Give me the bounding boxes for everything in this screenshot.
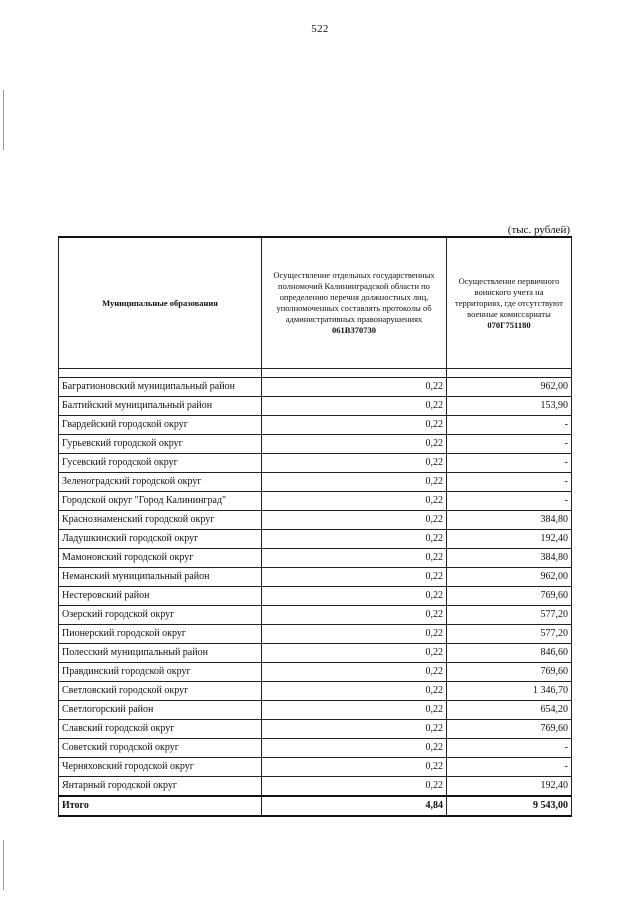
powers-value-cell: 0,22 [262,511,447,530]
table-row [59,378,572,397]
municipality-cell: Янтарный городской округ [59,777,262,797]
powers-value-cell: 0,22 [262,568,447,587]
powers-value-cell: 0,22 [262,397,447,416]
municipality-cell: Советский городской округ [59,739,262,758]
municipality-cell: Черняховский городской округ [59,758,262,777]
table-row [59,473,572,492]
municipality-cell: Нестеровский район [59,587,262,606]
municipality-cell: Озерский городской округ [59,606,262,625]
military-value-cell: - [447,454,572,473]
military-value-cell: 384,80 [447,511,572,530]
header-military-column [447,237,572,369]
header-powers-column [262,237,447,369]
powers-value-cell: 0,22 [262,473,447,492]
military-value-cell: - [447,758,572,777]
powers-value-cell: 0,22 [262,549,447,568]
municipality-cell: Краснознаменский городской округ [59,511,262,530]
page-number: 522 [311,23,329,35]
header-powers-text: Осуществление отдельных государственных полномочий Калининградской области по определению перечня должностных лиц, уполномоченных составлять протоколы об административных правонарушениях [273,270,435,324]
military-value-cell: 192,40 [447,777,572,797]
municipality-cell: Ладушкинский городской округ [59,530,262,549]
military-value-cell: 962,00 [447,568,572,587]
table-row [59,435,572,454]
header-military-text: Осуществление первичного воинского учета на территориях, где отсутствуют военные комиссариаты [455,275,563,319]
budget-table [58,236,572,817]
municipality-cell: Гвардейский городской округ [59,416,262,435]
powers-value-cell: 4,84 [262,796,447,816]
military-value-cell: 846,60 [447,644,572,663]
table-row [59,568,572,587]
powers-value-cell: 0,22 [262,587,447,606]
municipality-cell: Светлогорский район [59,701,262,720]
table-header-row [59,237,572,369]
municipality-cell: Зеленоградский городской округ [59,473,262,492]
municipality-cell: Неманский муниципальный район [59,568,262,587]
municipality-cell: Городской округ "Город Калининград" [59,492,262,511]
table-row [59,587,572,606]
header-spacer-row [59,369,572,378]
header-powers-code: 061В370730 [332,325,376,335]
military-value-cell: - [447,473,572,492]
municipality-cell: Пионерский городской округ [59,625,262,644]
table-row [59,701,572,720]
powers-value-cell: 0,22 [262,454,447,473]
powers-value-cell: 0,22 [262,758,447,777]
military-value-cell: 769,60 [447,720,572,739]
military-value-cell: 962,00 [447,378,572,397]
powers-value-cell: 0,22 [262,663,447,682]
table-row [59,777,572,797]
powers-value-cell: 0,22 [262,416,447,435]
header-military-code: 070Г751180 [487,319,531,330]
municipality-cell: Гусевский городской округ [59,454,262,473]
military-value-cell: - [447,435,572,454]
military-value-cell: - [447,739,572,758]
powers-value-cell: 0,22 [262,644,447,663]
military-value-cell: 769,60 [447,663,572,682]
military-value-cell: 654,20 [447,701,572,720]
table-row [59,416,572,435]
powers-value-cell: 0,22 [262,606,447,625]
table-row [59,454,572,473]
table-row [59,530,572,549]
military-value-cell: - [447,492,572,511]
table-row [59,644,572,663]
powers-value-cell: 0,22 [262,530,447,549]
municipality-cell: Славский городской округ [59,720,262,739]
military-value-cell: 769,60 [447,587,572,606]
municipality-cell: Полесский муниципальный район [59,644,262,663]
scan-margin-mark [3,840,4,890]
municipality-cell: Балтийский муниципальный район [59,397,262,416]
municipality-cell: Итого [59,796,262,816]
powers-value-cell: 0,22 [262,720,447,739]
table-row [59,758,572,777]
powers-value-cell: 0,22 [262,739,447,758]
military-value-cell: 577,20 [447,625,572,644]
municipality-cell: Багратионовский муниципальный район [59,378,262,397]
military-value-cell: 192,40 [447,530,572,549]
military-value-cell: 577,20 [447,606,572,625]
municipality-cell: Светловский городской округ [59,682,262,701]
military-value-cell: 153,90 [447,397,572,416]
municipality-cell: Правдинский городской округ [59,663,262,682]
military-value-cell: 9 543,00 [447,796,572,816]
table-row [59,606,572,625]
powers-value-cell: 0,22 [262,777,447,797]
total-row [59,796,572,816]
table-row [59,397,572,416]
table-row [59,492,572,511]
powers-value-cell: 0,22 [262,378,447,397]
table-row [59,511,572,530]
table-row [59,625,572,644]
powers-value-cell: 0,22 [262,625,447,644]
military-value-cell: - [447,416,572,435]
powers-value-cell: 0,22 [262,682,447,701]
scan-margin-mark [3,90,4,150]
military-value-cell: 384,80 [447,549,572,568]
municipality-cell: Мамоновский городской округ [59,549,262,568]
header-municipalities: Муниципальные образования [59,237,262,369]
municipality-cell: Гурьевский городской округ [59,435,262,454]
table-row [59,739,572,758]
military-value-cell: 1 346,70 [447,682,572,701]
table-row [59,682,572,701]
units-label: (тыс. рублей) [507,224,570,236]
powers-value-cell: 0,22 [262,492,447,511]
powers-value-cell: 0,22 [262,701,447,720]
table-row [59,549,572,568]
table-row [59,663,572,682]
table-row [59,720,572,739]
powers-value-cell: 0,22 [262,435,447,454]
